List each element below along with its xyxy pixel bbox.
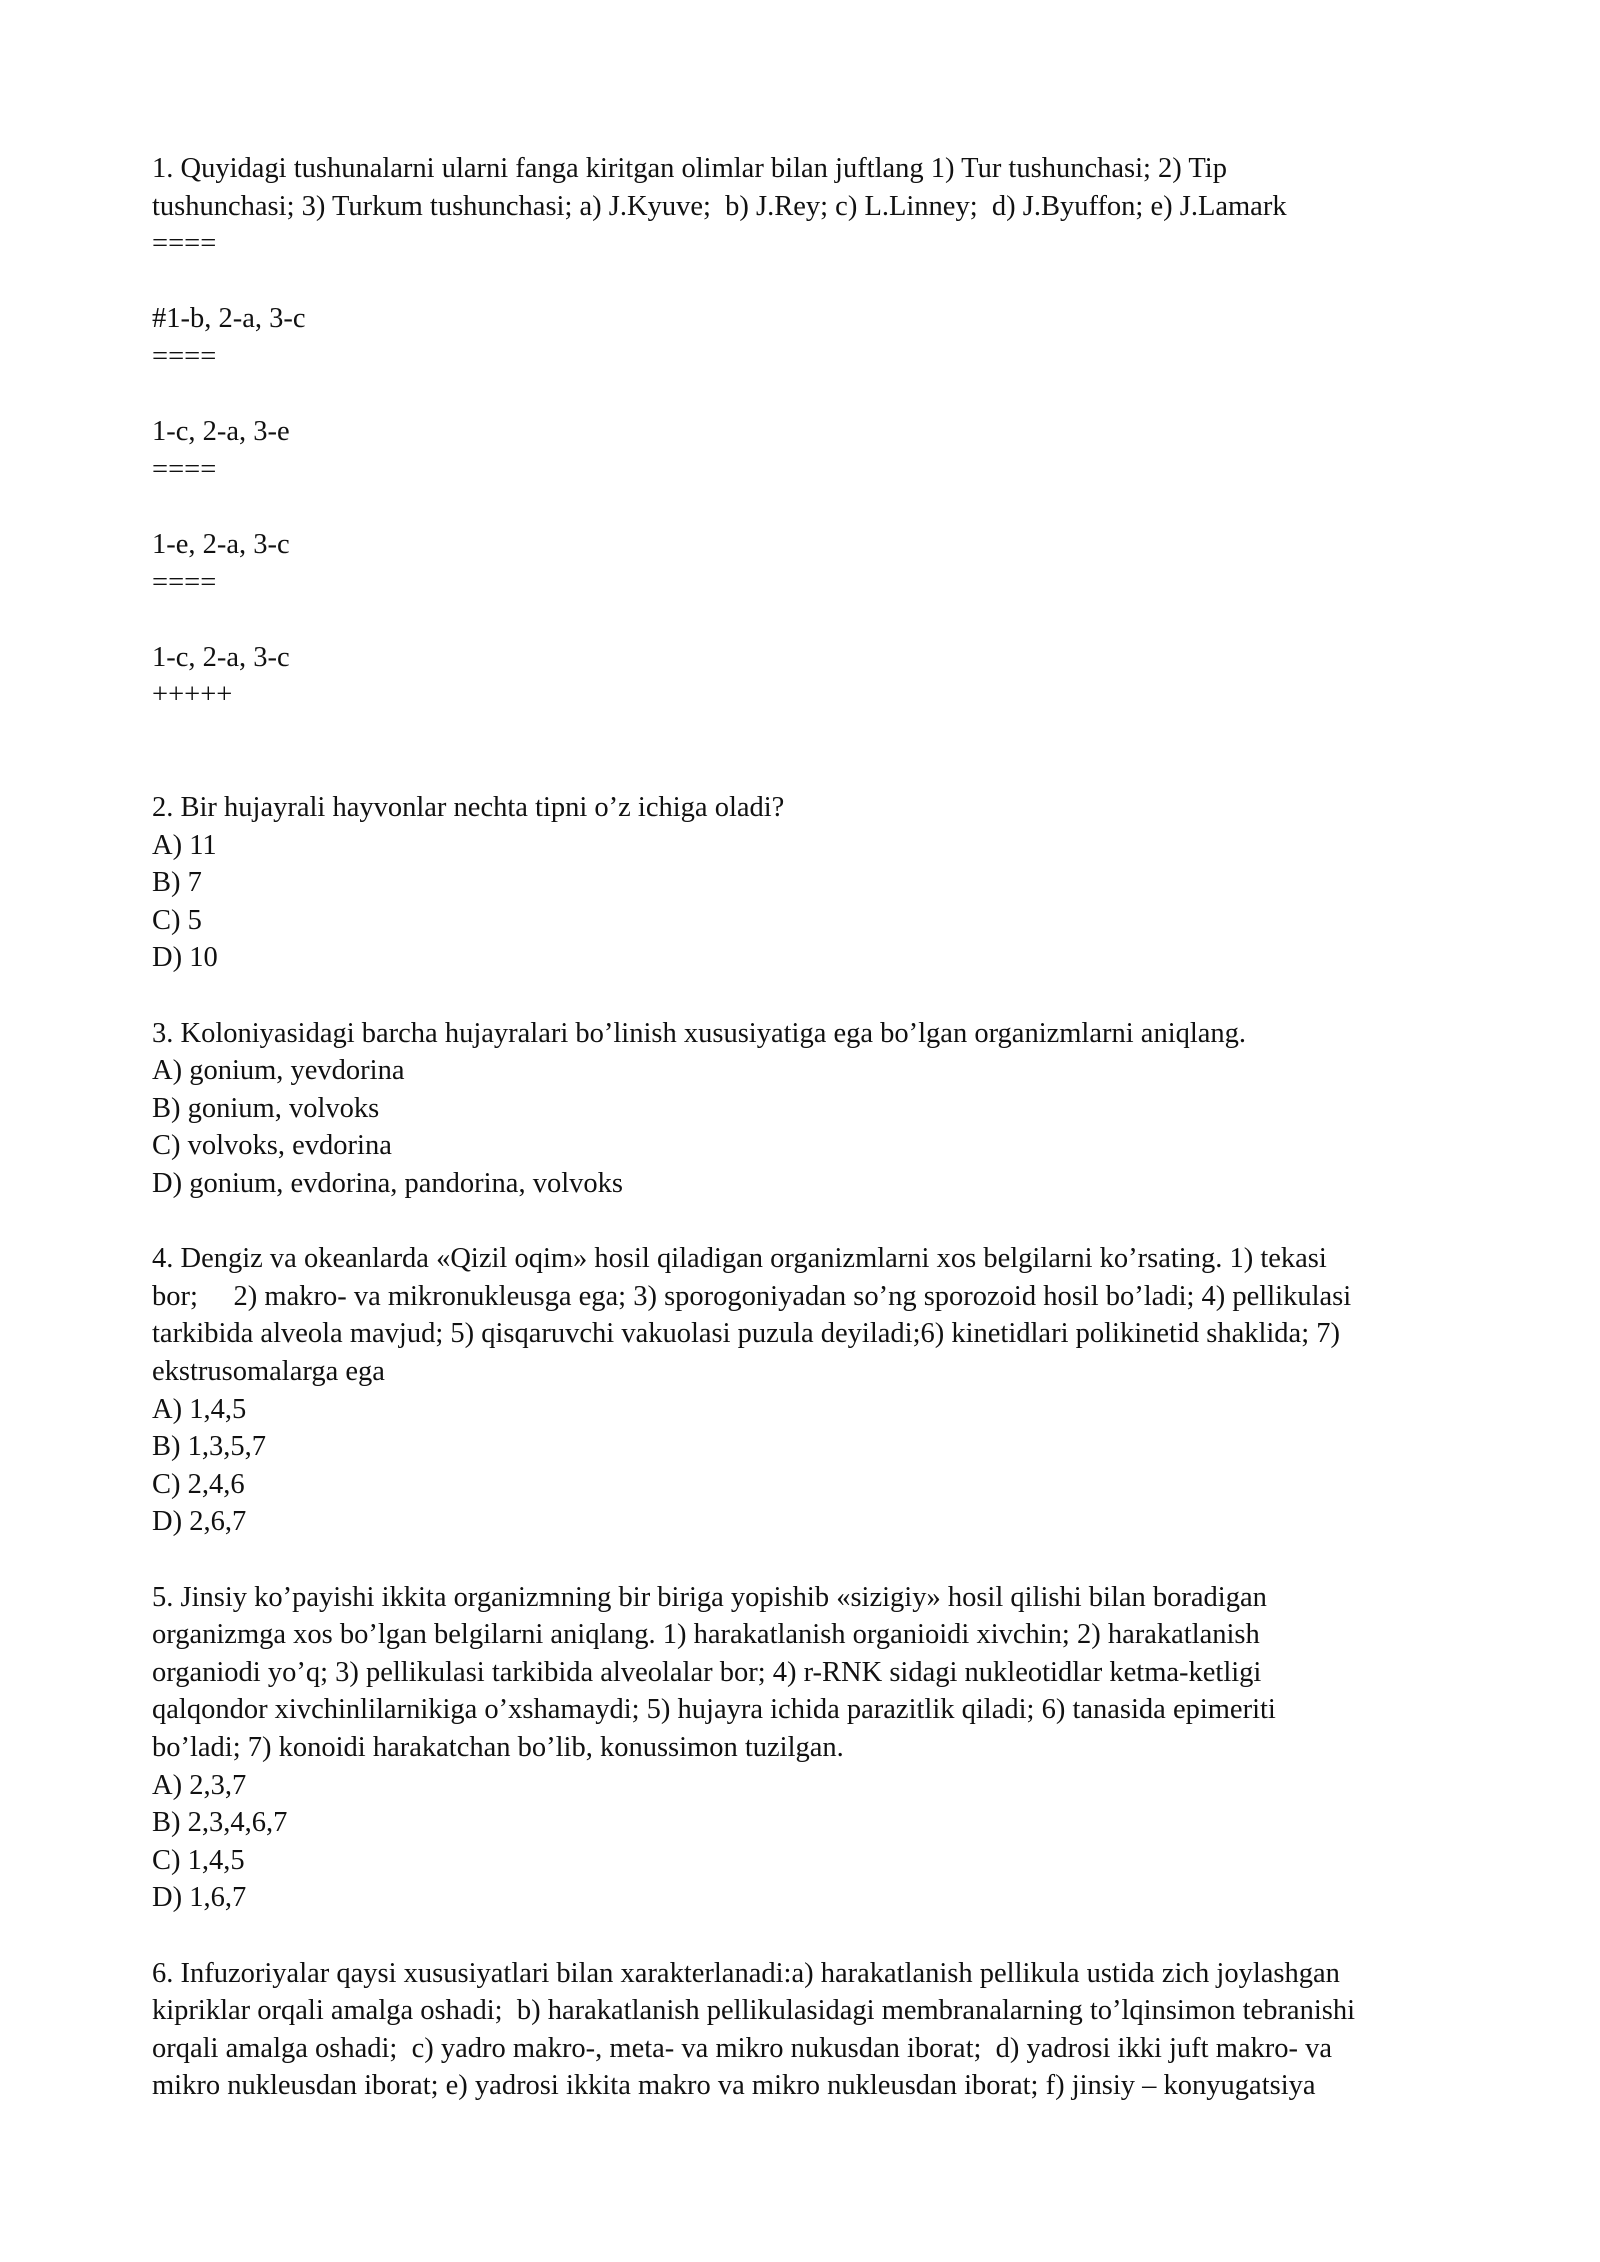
answer-option-b: B) gonium, volvoks [152,1092,380,1124]
question-text-line: ekstrusomalarga ega [152,1356,385,1387]
answer-option-a: A) gonium, yevdorina [152,1055,405,1087]
question-text-line: 1. Quyidagi tushunalarni ularni fanga kiritgan olimlar bilan juftlang 1) Tur tushunchasi; 2) Tip [152,153,1227,184]
question-text-line: tushunchasi; 3) Turkum tushunchasi; a) J.Kyuve; b) J.Rey; c) L.Linney; d) J.Byuffon; e) J.Lamark [152,190,1287,222]
answer-option-b: B) 2,3,4,6,7 [152,1807,288,1839]
answer-divider: ==== [152,228,217,260]
question-text-line: bor; 2) makro- va mikronukleusga ega; 3) sporogoniyadan so’ng sporozoid hosil bo’ladi; 4) pellikulasi [152,1280,1352,1312]
question-text-line: organizmga xos bo’lgan belgilarni aniqlang. 1) harakatlanish organioidi xivchin; 2) harakatlanish [152,1619,1260,1651]
answer-option-c: C) 1,4,5 [152,1844,245,1876]
answer-option-c: C) 2,4,6 [152,1468,245,1500]
answer-option-d: D) gonium, evdorina, pandorina, volvoks [152,1168,623,1200]
answer-option-c: C) 5 [152,904,202,936]
question-3 [152,1015,1532,1203]
answer-option-b: B) 7 [152,867,202,899]
question-6 [152,1955,1532,2105]
answer-option-c: C) volvoks, evdorina [152,1130,392,1162]
answer-option-a: A) 1,4,5 [152,1393,247,1425]
question-2 [152,789,1532,977]
document-page [152,150,1532,2105]
question-text-line: 3. Koloniyasidagi barcha hujayralari bo’linish xususiyatiga ega bo’lgan organizmlarni aniqlang. [152,1017,1247,1049]
end-marker: +++++ [152,679,233,711]
question-text-line: 2. Bir hujayrali hayvonlar nechta tipni o’z ichiga oladi? [152,792,785,824]
answer-option: 1-c, 2-a, 3-e [152,416,290,448]
answer-divider: ==== [152,566,217,598]
question-text-line: qalqondor xivchinlilarnikiga o’xshamaydi; 5) hujayra ichida parazitlik qiladi; 6) tanasida epimeriti [152,1694,1276,1726]
question-text-line: 4. Dengiz va okeanlarda «Qizil oqim» hosil qiladigan organizmlarni xos belgilarni ko’rsating. 1) tekasi [152,1243,1327,1275]
answer-divider: ==== [152,453,217,485]
question-text-line: bo’ladi; 7) konoidi harakatchan bo’lib, konussimon tuzilgan. [152,1731,844,1763]
question-text-line: kipriklar orqali amalga oshadi; b) harakatlanish pellikulasidagi membranalarning to’lqinsimon tebranishi [152,1995,1356,2027]
question-text-line: mikro nukleusdan iborat; e) yadrosi ikkita makro va mikro nukleusdan iborat; f) jinsiy – konyugatsiya [152,2070,1316,2102]
answer-option-d: D) 10 [152,942,218,974]
answer-option-a: A) 2,3,7 [152,1769,247,1801]
question-5 [152,1579,1532,1917]
question-text-line: orqali amalga oshadi; c) yadro makro-, meta- va mikro nukusdan iborat; d) yadrosi ikki juft makro- va [152,2032,1333,2064]
answer-option-a: A) 11 [152,829,217,861]
answer-divider: ==== [152,340,217,372]
question-text-line: organiodi yo’q; 3) pellikulasi tarkibida alveolalar bor; 4) r-RNK sidagi nukleotidlar ketma-ketligi [152,1656,1262,1688]
question-text-line: tarkibida alveola mavjud; 5) qisqaruvchi vakuolasi puzula deyiladi;6) kinetidlari polikinetid shaklida; 7) [152,1318,1340,1350]
answer-option-b: B) 1,3,5,7 [152,1431,266,1463]
answer-option-d: D) 2,6,7 [152,1506,247,1538]
question-4 [152,1240,1532,1541]
question-1 [152,150,1532,714]
question-text-line: 5. Jinsiy ko’payishi ikkita organizmning bir biriga yopishib «sizigiy» hosil qilishi bilan boradigan [152,1581,1267,1613]
answer-option: 1-c, 2-a, 3-c [152,641,290,673]
answer-option: #1-b, 2-a, 3-c [152,303,306,335]
answer-option: 1-e, 2-a, 3-c [152,528,290,560]
answer-option-d: D) 1,6,7 [152,1882,247,1914]
question-text-line: 6. Infuzoriyalar qaysi xususiyatlari bilan xarakterlanadi:a) harakatlanish pellikula ustida zich joylashgan [152,1957,1340,1989]
